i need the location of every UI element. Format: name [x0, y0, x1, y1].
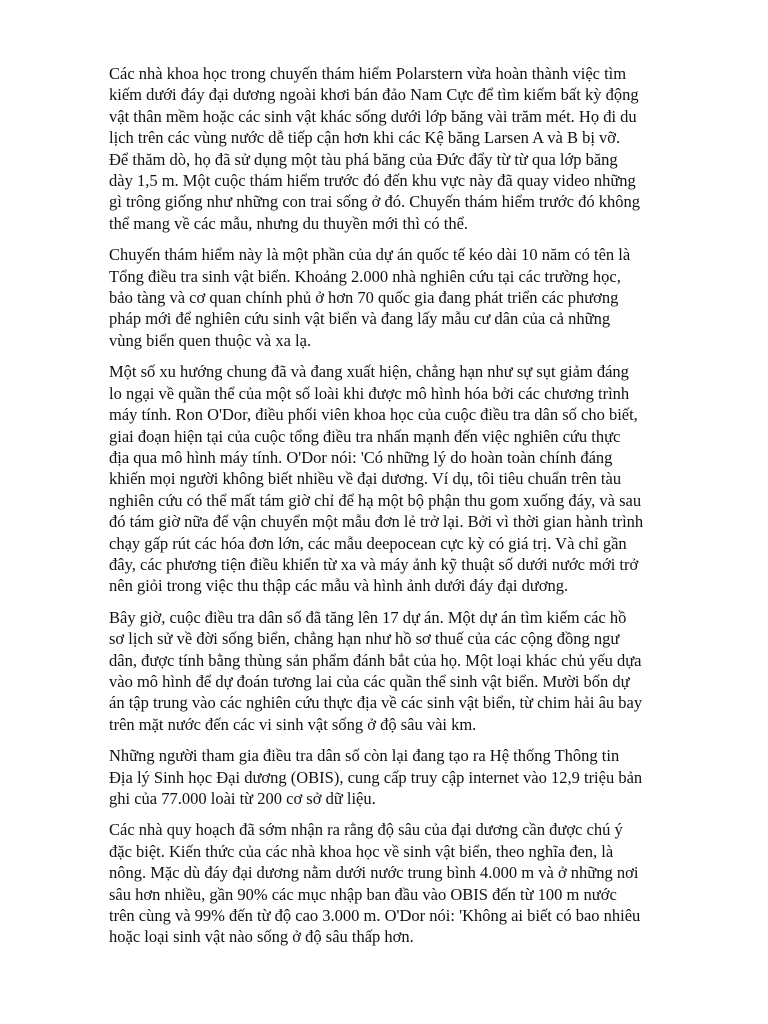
text-line: pháp mới để nghiên cứu sinh vật biển và đang lấy mẫu cư dân của cả những	[109, 309, 611, 329]
text-line: nên giỏi trong việc thu thập các mẫu và hình ảnh dưới đáy đại dương.	[109, 576, 569, 596]
text-line: nông. Mặc dù đáy đại dương nằm dưới nước trung bình 4.000 m và ở những nơi	[109, 863, 639, 883]
text-line: sâu hơn nhiều, gần 90% các mục nhập ban đầu vào OBIS đến từ 100 m nước	[109, 884, 617, 904]
text-line: địa qua mô hình máy tính. O'Dor nói: 'Có những lý do hoàn toàn chính đáng	[109, 447, 613, 467]
text-line: án tập trung vào các nghiên cứu thực địa về các sinh vật biển, từ chim hải âu bay	[109, 693, 643, 713]
text-line: ghi của 77.000 loài từ 200 cơ sở dữ liệu.	[109, 789, 376, 808]
text-line: lịch trên các vùng nước dễ tiếp cận hơn khi các Kệ băng Larsen A và B bị vỡ.	[109, 128, 621, 148]
text-line: Các nhà khoa học trong chuyến thám hiểm Polarstern vừa hoàn thành việc tìm	[109, 64, 627, 83]
text-line: khiến mọi người không biết nhiều về đại dương. Ví dụ, tôi tiêu chuẩn trên tàu	[109, 469, 622, 489]
text-line: đặc biệt. Kiến thức của các nhà khoa học về sinh vật biển, theo nghĩa đen, là	[109, 841, 614, 861]
text-line: Tổng điều tra sinh vật biển. Khoảng 2.000 nhà nghiên cứu tại các trường học,	[109, 266, 621, 286]
text-line: Địa lý Sinh học Đại dương (OBIS), cung cấp truy cập internet vào 12,9 triệu bản	[109, 767, 643, 787]
text-line: Một số xu hướng chung đã và đang xuất hiện, chẳng hạn như sự sụt giảm đáng	[109, 362, 629, 382]
paragraph-2	[109, 244, 669, 351]
text-line: đó tám giờ nữa để vận chuyển một mẫu đơn lẻ trở lại. Bởi vì thời gian hành trình	[109, 512, 644, 532]
text-line: dày 1,5 m. Một cuộc thám hiểm trước đó đến khu vực này đã quay video những	[109, 171, 636, 191]
text-line: bảo tàng và cơ quan chính phủ ở hơn 70 quốc gia đang phát triển các phương	[109, 288, 619, 308]
text-line: máy tính. Ron O'Dor, điều phối viên khoa học của cuộc điều tra dân số cho biết,	[109, 405, 638, 425]
text-line: kiếm dưới đáy đại dương ngoài khơi bán đảo Nam Cực để tìm kiếm bất kỳ động	[109, 85, 639, 105]
paragraph-4	[109, 607, 669, 735]
paragraph-5	[109, 745, 669, 809]
text-line: sơ lịch sử về đời sống biển, chẳng hạn như hồ sơ thuế của các cộng đồng ngư	[109, 629, 620, 649]
text-line: vùng biển quen thuộc và xa lạ.	[109, 330, 312, 350]
paragraph-3	[109, 361, 669, 596]
text-line: Những người tham gia điều tra dân số còn lại đang tạo ra Hệ thống Thông tin	[109, 746, 620, 766]
text-line: trên cùng và 99% đến từ độ cao 3.000 m. O'Dor nói: 'Không ai biết có bao nhiêu	[109, 906, 641, 926]
text-line: dân, được tính bằng thùng sản phẩm đánh bắt của họ. Một loại khác chủ yếu dựa	[109, 650, 642, 670]
text-line: vật thân mềm hoặc các sinh vật khác sống dưới lớp băng vài trăm mét. Họ đi du	[109, 106, 637, 126]
text-line: giai đoạn hiện tại của cuộc tổng điều tra nhấn mạnh đến việc nghiên cứu thực	[109, 426, 621, 446]
text-line: chạy gấp rút các hóa đơn lớn, các mẫu deepocean cực kỳ có giá trị. Và chỉ gần	[109, 533, 627, 553]
text-line: lo ngại về quần thể của một số loài khi được mô hình hóa bởi các chương trình	[109, 383, 630, 403]
text-line: gì trông giống như những con trai sống ở đó. Chuyến thám hiểm trước đó không	[109, 192, 640, 212]
text-line: Các nhà quy hoạch đã sớm nhận ra rằng độ sâu của đại dương cần được chú ý	[109, 820, 623, 840]
text-line: trên mặt nước đến các vi sinh vật sống ở độ sâu vài km.	[109, 714, 477, 734]
paragraph-1	[109, 63, 669, 234]
paragraph-6	[109, 819, 669, 947]
document-page	[109, 63, 669, 958]
text-line: đây, các phương tiện điều khiển từ xa và máy ảnh kỹ thuật số dưới nước mới trở	[109, 554, 639, 574]
text-line: hoặc loại sinh vật nào sống ở độ sâu thấp hơn.	[109, 927, 414, 947]
text-line: nghiên cứu có thể mất tám giờ chỉ để hạ một bộ phận thu gom xuống đáy, và sau	[109, 490, 642, 510]
text-line: Để thăm dò, họ đã sử dụng một tàu phá băng của Đức đẩy từ từ qua lớp băng	[109, 149, 618, 169]
text-line: vào mô hình để dự đoán tương lai của các quần thể sinh vật biển. Mười bốn dự	[109, 671, 630, 691]
text-line: Chuyến thám hiểm này là một phần của dự án quốc tế kéo dài 10 năm có tên là	[109, 245, 631, 265]
text-line: thể mang về các mẫu, nhưng du thuyền mới thì có thể.	[109, 213, 469, 233]
text-line: Bây giờ, cuộc điều tra dân số đã tăng lên 17 dự án. Một dự án tìm kiếm các hồ	[109, 607, 627, 627]
